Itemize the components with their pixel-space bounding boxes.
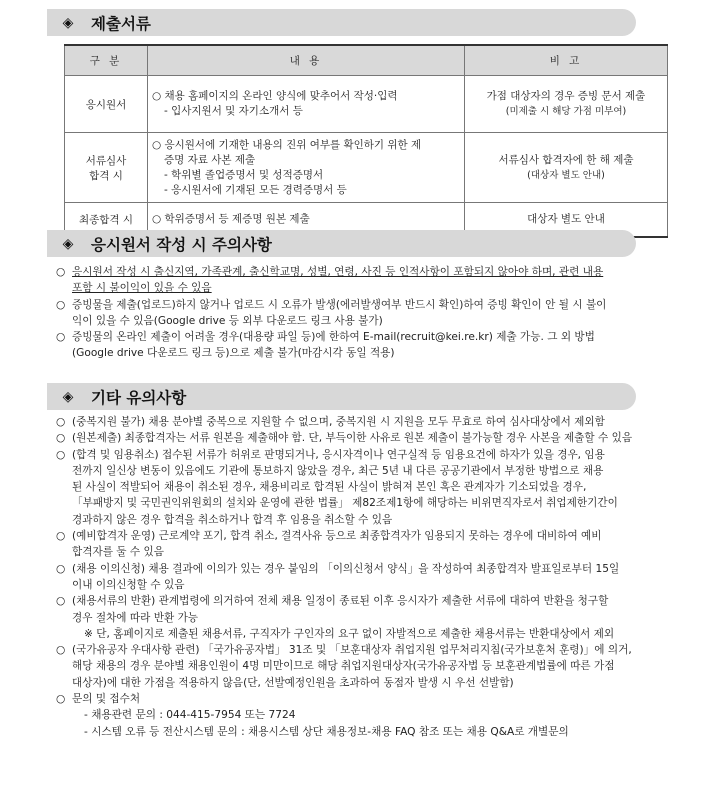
list-item: ○ (중복지원 불가) 채용 분야별 중복으로 지원할 수 없으며, 중복지원 시 지원을 모두 무효로 하여 심사대상에서 제외함 <box>56 416 605 428</box>
list-item: ○ 문의 및 접수처 - 채용관련 문의 : 044-415-7954 또는 7724 - 시스템 오류 등 전산시스템 문의 : 채용시스템 상단 채용정보-채용 FAQ 참조 또는 채용 Q&A로 개별문의 <box>56 693 569 738</box>
diamond-icon: ◈ <box>62 388 74 405</box>
header-category: 구 분 <box>65 45 148 76</box>
row-category: 응시원서 <box>65 76 148 133</box>
section-title: 응시원서 작성 시 주의사항 <box>91 235 272 254</box>
diamond-icon: ◈ <box>62 235 74 252</box>
list-item: ○ (합격 및 임용취소) 접수된 서류가 허위로 판명되거나, 응시자격이나 연구실적 등 임용요건에 하자가 있을 경우, 임용 전까지 일신상 변동이 있음에도 기관에 통보하지 않았을 경우, 최근 5년 내 다른 공공기관에서 부정한 방법으로 채용 된 사실이 적발되어 채용이 취소된 경우, 채용비리로 합격된 사실이 밝혀져 본인 혹은 관계자가 기소되었을 경우, 「부패방지 및 국민권익위원회의 설치와 운영에 관한 법률」 제82조제1항에 해당하는 비위면직자로서 취업제한기간이 경과하지 않은 경우 합격을 취소하거나 합격 후 임용을 취소할 수 있음 <box>56 448 618 526</box>
row-note: 가점 대상자의 경우 증빙 문서 제출 (미제출 시 해당 가점 미부여) <box>465 76 668 133</box>
row-content: ○ 채용 홈페이지의 온라인 양식에 맞추어서 작성·입력 - 입사지원서 및 자기소개서 등 <box>148 76 465 133</box>
list-item: ○ (채용서류의 반환) 관계법령에 의거하여 전체 채용 일정이 종료된 이후 응시자가 제출한 서류에 대하여 반환을 청구할 경우 절차에 따라 반환 가능 ※ 단, 홈페이지로 제출된 채용서류, 구직자가 구인자의 요구 없이 자발적으로 제출한 채용서류는 반환대상에서 제외 <box>56 595 615 640</box>
list-item: ○ 증빙물을 제출(업로드)하지 않거나 업로드 시 오류가 발생(에러발생여부 반드시 확인)하여 증빙 확인이 안 될 시 불이 익이 있을 수 있음(Google drive 등 외부 다운로드 링크 사용 불가) <box>56 298 607 327</box>
list-item: ○ (채용 이의신청) 채용 결과에 이의가 있는 경우 붙임의 「이의신청서 양식」을 작성하여 최종합격자 발표일로부터 15일 이내 이의신청할 수 있음 <box>56 562 620 591</box>
diamond-icon: ◈ <box>62 14 74 31</box>
table-row <box>65 133 668 203</box>
row-note: 대상자 별도 안내 <box>465 203 668 238</box>
table-row <box>65 76 668 133</box>
row-category: 최종합격 시 <box>65 203 148 238</box>
section-header-documents <box>47 9 636 36</box>
section-title: 기타 유의사항 <box>91 388 187 407</box>
row-content: ○ 응시원서에 기재한 내용의 진위 여부를 확인하기 위한 제 증명 자료 사본 제출 - 학위별 졸업증명서 및 성적증명서 - 응시원서에 기재된 모든 경력증명서 등 <box>148 133 465 203</box>
list-item: ○ 증빙물의 온라인 제출이 어려울 경우(대용량 파일 등)에 한하여 E-mail(recruit@kei.re.kr) 제출 가능. 그 외 방법 (Google drive 다운로드 링크 등)으로 제출 불가(마감시각 동일 적용) <box>56 331 595 360</box>
section-header-application-notes <box>47 230 636 257</box>
application-notes-list <box>56 264 674 362</box>
row-content: ○ 학위증명서 등 제증명 원본 제출 <box>148 203 465 238</box>
header-note: 비 고 <box>465 45 668 76</box>
row-note: 서류심사 합격자에 한 해 제출 (대상자 별도 안내) <box>465 133 668 203</box>
section-title: 제출서류 <box>91 14 151 33</box>
table-header-row <box>65 45 668 76</box>
other-notes-list <box>56 414 674 740</box>
list-item: ○ 응시원서 작성 시 출신지역, 가족관계, 출신학교명, 성별, 연령, 사진 등 인적사항이 포함되지 않아야 하며, 관련 내용 포함 시 불이익이 있을 수 있음 <box>56 266 604 295</box>
header-content: 내 용 <box>148 45 465 76</box>
row-category: 서류심사 합격 시 <box>65 133 148 203</box>
list-item: ○ (국가유공자 우대사항 관련) 「국가유공자법」 31조 및 「보훈대상자 취업지원 업무처리지침(국가보훈처 훈령)」에 의거, 해당 채용의 경우 분야별 채용인원이 4명 미만이므로 해당 취업지원대상자(국가유공자법 등 보훈관계법률에 따른 가점 대상자)에 대한 가점을 적용하지 않음(단, 선발예정인원을 초과하여 동점자 발생 시 우선 선발함) <box>56 644 632 689</box>
list-item: ○ (원본제출) 최종합격자는 서류 원본을 제출해야 함. 단, 부득이한 사유로 원본 제출이 불가능할 경우 사본을 제출할 수 있음 <box>56 432 633 445</box>
list-item: ○ (예비합격자 운영) 근로계약 포기, 합격 취소, 결격사유 등으로 최종합격자가 임용되지 못하는 경우에 대비하여 예비 합격자를 둘 수 있음 <box>56 530 602 559</box>
section-header-other-notes <box>47 383 636 410</box>
documents-table <box>64 44 668 238</box>
